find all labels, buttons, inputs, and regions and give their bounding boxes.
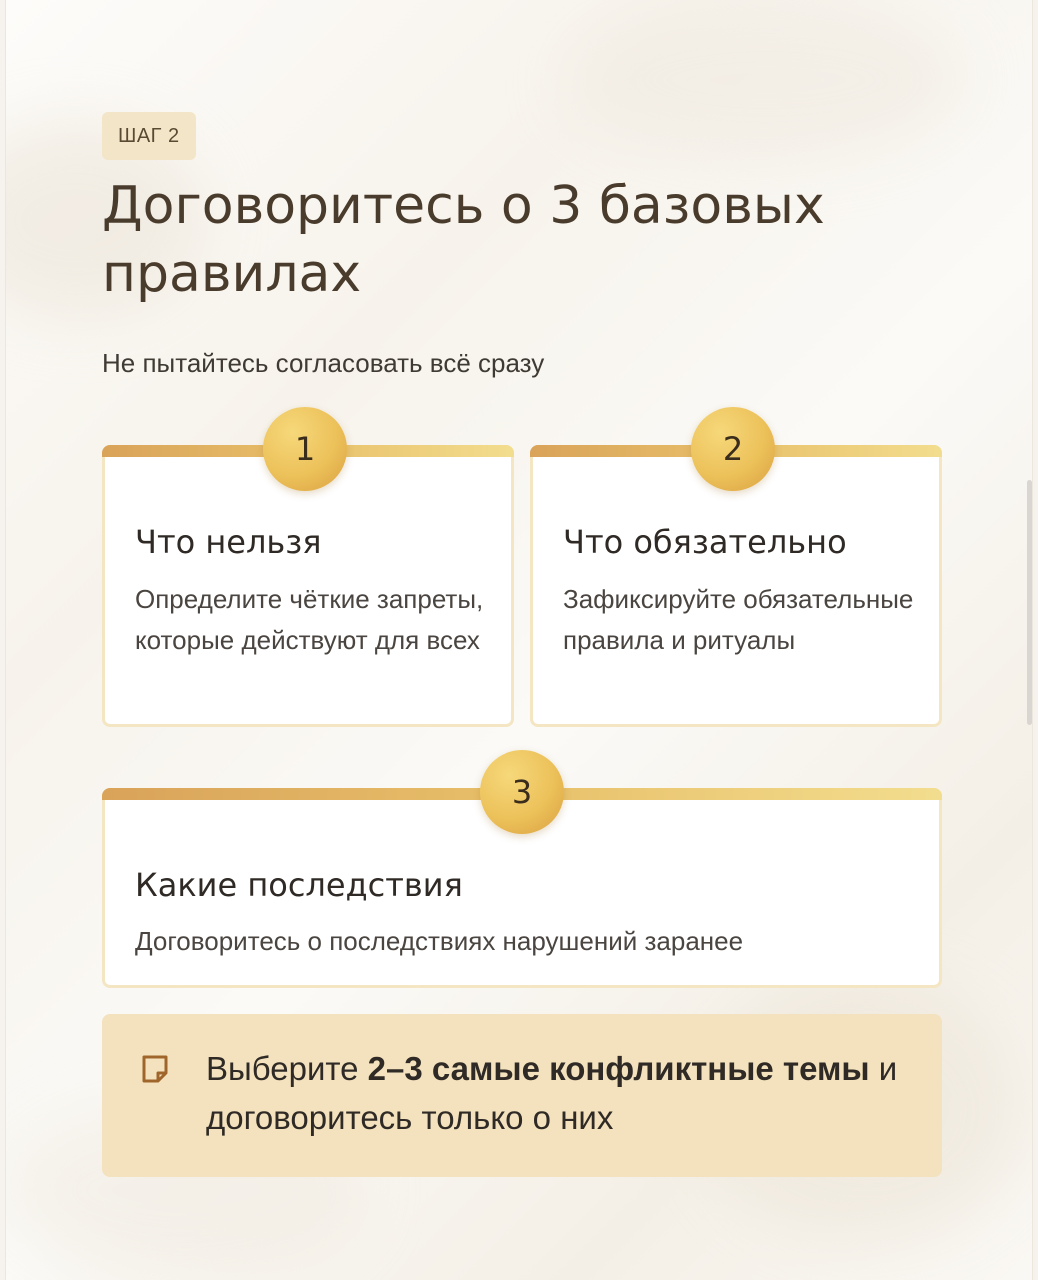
step-number-badge: 2 [691,407,775,491]
tip-text-emphasis: 2–3 самые конфликтные [367,1050,774,1087]
card-text: Зафиксируйте обязательные правила и ритуалы [563,584,914,655]
tip-text-end: и договоритесь только о них [206,1050,898,1136]
tip-callout [102,1014,942,1177]
rule-card-1 [102,430,514,727]
rule-card-2 [530,430,942,727]
card-title: Какие последствия [135,866,463,904]
page-subtitle: Не пытайтесь согласовать всё сразу [102,348,545,378]
card-title: Что обязательно [563,523,847,561]
tip-text-emphasis: темы [782,1050,870,1087]
background-marble [566,0,966,160]
card-text: Определите чёткие запреты, которые действуют для всех [135,584,484,655]
card-text: Договоритесь о последствиях нарушений заранее [135,926,744,956]
tip-text [206,1044,906,1142]
page-title: Договоритесь о 3 базовых правилах [102,176,825,304]
scrollbar[interactable] [1027,480,1032,725]
step-badge: ШАГ 2 [102,112,196,160]
step-number-badge: 1 [263,407,347,491]
rule-card-3 [102,773,942,988]
step-number-badge: 3 [480,750,564,834]
page [6,0,1032,1280]
sticky-note-icon [140,1054,170,1084]
card-title: Что нельзя [135,523,322,561]
tip-text-start: Выберите [206,1050,368,1087]
